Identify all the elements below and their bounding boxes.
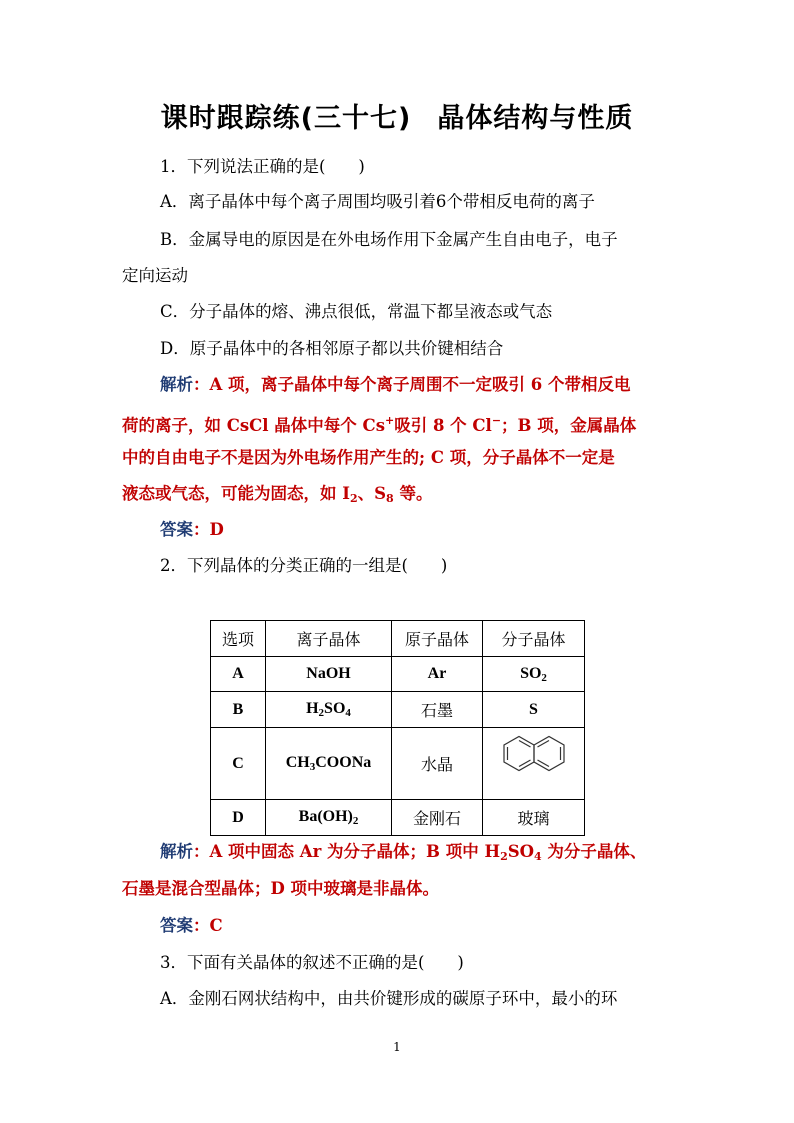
q1-analysis-line-4: 液态或气态，可能为固态，如 $I_2$、$S_8$ 等。 bbox=[122, 484, 433, 505]
table-cell: D bbox=[211, 800, 266, 836]
table-cell: 水晶 bbox=[392, 728, 483, 800]
q1-analysis-line-2: 荷的离子，如 CsCl 晶体中每个 Cs+吸引 8 个 Cl−；B 项，金属晶体 bbox=[122, 414, 637, 435]
naphthalene-structure-icon bbox=[492, 732, 576, 792]
q1-analysis-line-1: 解析：A 项，离子晶体中每个离子周围不一定吸引 6 个带相反电 bbox=[160, 375, 631, 394]
table-row bbox=[211, 800, 585, 836]
table-header-row bbox=[211, 621, 585, 657]
crystal-classification-table bbox=[210, 620, 585, 836]
q1-option-b-cont: 定向运动 bbox=[122, 266, 188, 285]
q1-option-a: A．离子晶体中每个离子周围均吸引着6个带相反电荷的离子 bbox=[160, 192, 595, 211]
analysis-label: 解析 bbox=[160, 375, 193, 394]
table-cell: $SO_2$ bbox=[483, 657, 585, 692]
page-title bbox=[0, 96, 794, 135]
table-row bbox=[211, 657, 585, 692]
q2-analysis-line-2: 石墨是混合型晶体；D 项中玻璃是非晶体。 bbox=[122, 879, 440, 898]
q3-option-a: A．金刚石网状结构中，由共价键形成的碳原子环中，最小的环 bbox=[160, 989, 618, 1008]
table-header-cell: 选项 bbox=[211, 621, 266, 657]
table-cell: $CH_3COONa$ bbox=[266, 728, 392, 800]
table-cell: $Ba(OH)_2$ bbox=[266, 800, 392, 836]
q1-option-d: D．原子晶体中的各相邻原子都以共价键相结合 bbox=[160, 339, 504, 358]
table-header-cell: 原子晶体 bbox=[392, 621, 483, 657]
table-cell bbox=[483, 728, 585, 800]
q1-answer bbox=[160, 518, 224, 542]
table-cell: S bbox=[483, 692, 585, 728]
page-number: 1 bbox=[393, 1040, 401, 1054]
q2-analysis-line-1: 解析：A 项中固态 Ar 为分子晶体；B 项中 $H_2SO_4$ 为分子晶体、 bbox=[160, 842, 647, 863]
table-cell: B bbox=[211, 692, 266, 728]
table-cell: A bbox=[211, 657, 266, 692]
table-header-cell: 分子晶体 bbox=[483, 621, 585, 657]
table-cell: Ar bbox=[392, 657, 483, 692]
answer-value: ：C bbox=[193, 916, 223, 935]
q1-analysis-line-3: 中的自由电子不是因为外电场作用产生的; C 项，分子晶体不一定是 bbox=[122, 448, 615, 467]
table-cell: C bbox=[211, 728, 266, 800]
answer-value: ：D bbox=[193, 520, 224, 539]
answer-label: 答案 bbox=[160, 916, 193, 935]
q1-stem: 1．下列说法正确的是( ) bbox=[160, 157, 365, 176]
table-row bbox=[211, 692, 585, 728]
title-topic: 晶体结构与性质 bbox=[437, 103, 634, 134]
q3-stem: 3．下面有关晶体的叙述不正确的是( ) bbox=[160, 953, 464, 972]
q2-stem: 2．下列晶体的分类正确的一组是( ) bbox=[160, 556, 448, 575]
table-cell: $H_2SO_4$ bbox=[266, 692, 392, 728]
analysis-label: 解析 bbox=[160, 842, 193, 861]
table-cell: NaOH bbox=[266, 657, 392, 692]
table-header-cell: 离子晶体 bbox=[266, 621, 392, 657]
table-cell: 玻璃 bbox=[483, 800, 585, 836]
table-row bbox=[211, 728, 585, 800]
title-series: 课时跟踪练(三十七) bbox=[160, 103, 412, 134]
answer-label: 答案 bbox=[160, 520, 193, 539]
q1-option-b: B．金属导电的原因是在外电场作用下金属产生自由电子，电子 bbox=[160, 230, 618, 249]
table-cell: 金刚石 bbox=[392, 800, 483, 836]
q2-answer bbox=[160, 914, 223, 938]
q1-option-c: C．分子晶体的熔、沸点很低，常温下都呈液态或气态 bbox=[160, 302, 553, 321]
table-cell: 石墨 bbox=[392, 692, 483, 728]
